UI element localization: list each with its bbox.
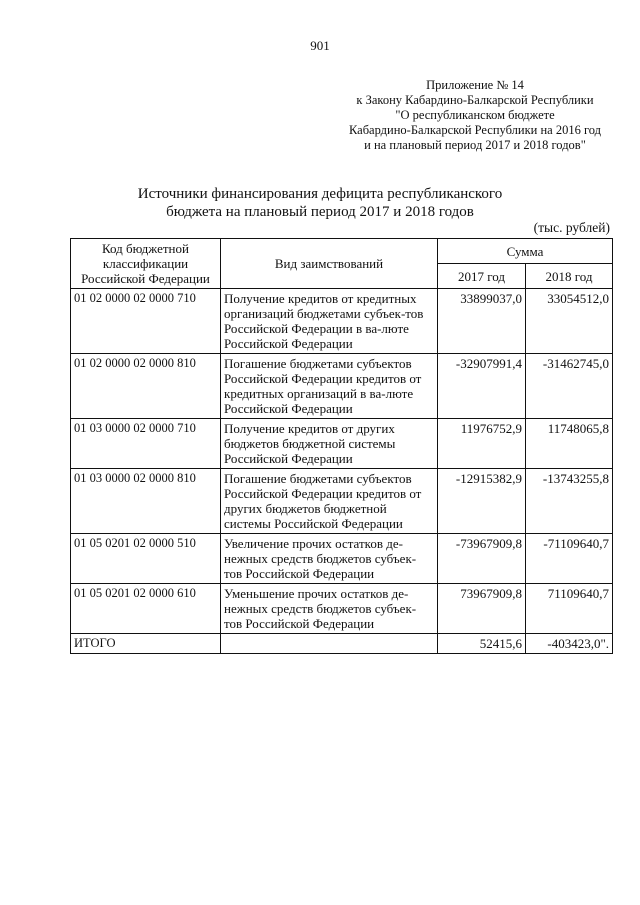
row-amount-2017: -73967909,8	[438, 534, 526, 584]
row-code: 01 02 0000 02 0000 710	[71, 289, 221, 354]
table-row	[71, 469, 613, 534]
appendix-line: к Закону Кабардино-Балкарской Республики	[356, 93, 594, 107]
header-kind: Вид заимствований	[221, 239, 438, 289]
row-amount-2017: -12915382,9	[438, 469, 526, 534]
title-line-2: бюджета на плановый период 2017 и 2018 годов	[166, 204, 474, 220]
total-amount-2017: 52415,6	[438, 634, 526, 654]
total-row	[71, 634, 613, 654]
row-kind: Увеличение прочих остатков де-нежных средств бюджетов субъек-тов Российской Федерации	[221, 534, 438, 584]
row-kind: Получение кредитов от других бюджетов бюджетной системы Российской Федерации	[221, 419, 438, 469]
row-amount-2018: -31462745,0	[526, 354, 613, 419]
row-code: 01 03 0000 02 0000 710	[71, 419, 221, 469]
page-number: 901	[310, 38, 330, 53]
table-row	[71, 584, 613, 634]
row-amount-2018: -13743255,8	[526, 469, 613, 534]
total-kind	[221, 634, 438, 654]
row-amount-2017: 73967909,8	[438, 584, 526, 634]
row-amount-2017: -32907991,4	[438, 354, 526, 419]
document-title	[120, 185, 520, 221]
table-header-row	[71, 239, 613, 264]
row-kind: Получение кредитов от кредитных организаций бюджетами субъек-тов Российской Федерации в ва-люте Российской Федерации	[221, 289, 438, 354]
header-code: Код бюджетной классификации Российской Федерации	[71, 239, 221, 289]
financing-sources-table	[70, 238, 613, 654]
appendix-line: "О республиканском бюджете	[395, 108, 555, 122]
row-amount-2018: 71109640,7	[526, 584, 613, 634]
row-code: 01 03 0000 02 0000 810	[71, 469, 221, 534]
row-kind: Уменьшение прочих остатков де-нежных средств бюджетов субъек-тов Российской Федерации	[221, 584, 438, 634]
row-code: 01 05 0201 02 0000 510	[71, 534, 221, 584]
appendix-line: Кабардино-Балкарской Республики на 2016 год	[348, 123, 602, 137]
units-label: (тыс. рублей)	[533, 220, 610, 235]
row-amount-2017: 11976752,9	[438, 419, 526, 469]
table-row	[71, 419, 613, 469]
table-row	[71, 354, 613, 419]
row-kind: Погашение бюджетами субъектов Российской Федерации кредитов от других бюджетов бюджетной системы Российской Федерации	[221, 469, 438, 534]
row-amount-2018: 33054512,0	[526, 289, 613, 354]
total-label: ИТОГО	[71, 634, 221, 654]
row-kind: Погашение бюджетами субъектов Российской Федерации кредитов от кредитных организаций в ва-люте Российской Федерации	[221, 354, 438, 419]
header-sum: Сумма	[438, 239, 613, 264]
title-line-1: Источники финансирования дефицита республиканского	[137, 186, 503, 202]
table-row	[71, 289, 613, 354]
appendix-line: Приложение № 14	[426, 78, 524, 92]
row-amount-2018: 11748065,8	[526, 419, 613, 469]
row-amount-2018: -71109640,7	[526, 534, 613, 584]
total-amount-2018: -403423,0".	[526, 634, 613, 654]
row-amount-2017: 33899037,0	[438, 289, 526, 354]
appendix-header	[330, 78, 620, 153]
header-year-2018: 2018 год	[526, 264, 613, 289]
row-code: 01 05 0201 02 0000 610	[71, 584, 221, 634]
appendix-line: и на плановый период 2017 и 2018 годов"	[364, 138, 586, 152]
row-code: 01 02 0000 02 0000 810	[71, 354, 221, 419]
table-row	[71, 534, 613, 584]
header-year-2017: 2017 год	[438, 264, 526, 289]
